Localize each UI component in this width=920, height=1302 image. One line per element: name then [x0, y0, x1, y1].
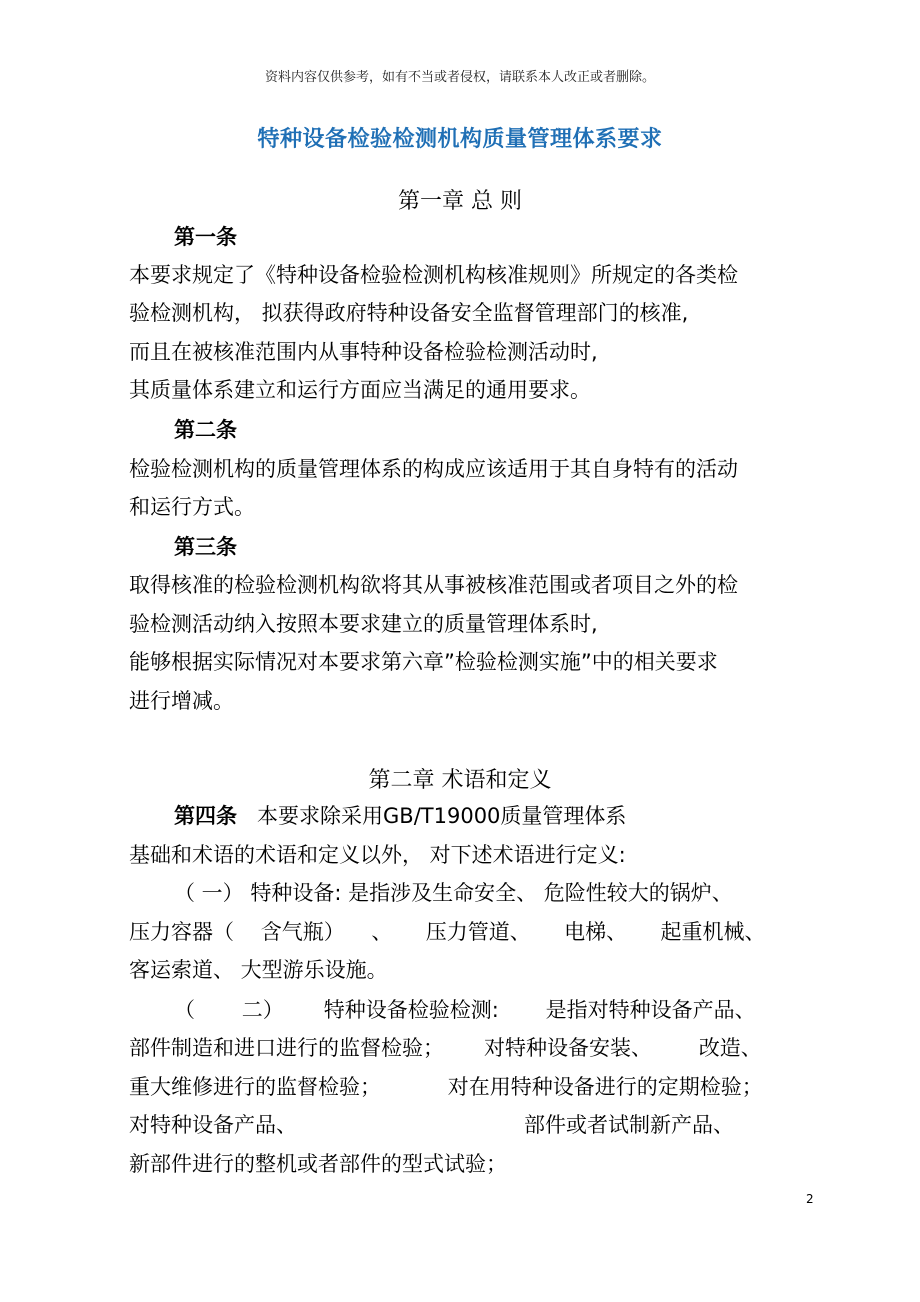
article-1-line: 本要求规定了《特种设备检验检测机构核准规则》所规定的各类检 — [129, 263, 738, 287]
article-3-line: 验检测活动纳入按照本要求建立的质量管理体系时, — [129, 612, 598, 636]
article-1-heading: 第一条 — [174, 225, 237, 249]
item-1-line: （ 一） 特种设备: 是指涉及生命安全、 危险性较大的锅炉、 — [174, 881, 733, 905]
item-2-line: 部件制造和进口进行的监督检验； 对特种设备安装、 改造、 — [129, 1036, 762, 1060]
article-4-first-line — [174, 801, 626, 831]
article-3-heading: 第三条 — [174, 535, 237, 559]
article-3-line: 能够根据实际情况对本要求第六章”检验检测实施”中的相关要求 — [129, 650, 718, 674]
document-title: 特种设备检验检测机构质量管理体系要求 — [257, 127, 663, 152]
item-2-line: 新部件进行的整机或者部件的型式试验； — [129, 1152, 507, 1176]
article-2-line: 和运行方式。 — [129, 495, 255, 519]
article-2-line: 检验检测机构的质量管理体系的构成应该适用于其自身特有的活动 — [129, 457, 738, 481]
article-4-line: 基础和术语的术语和定义以外， 对下述术语进行定义: — [129, 843, 626, 867]
item-2-line: 重大维修进行的监督检验； 对在用特种设备进行的定期检验； — [129, 1075, 763, 1099]
chapter-1-heading: 第一章 总 则 — [398, 189, 522, 214]
article-1-line: 而且在被核准范围内从事特种设备检验检测活动时, — [129, 340, 598, 364]
chapter-2-heading: 第二章 术语和定义 — [368, 768, 552, 793]
disclaimer-notice: 资料内容仅供参考，如有不当或者侵权，请联系本人改正或者删除。 — [264, 70, 655, 85]
item-1-line: 压力容器（ 含气瓶） 、 压力管道、 电梯、 起重机械、 — [129, 920, 766, 944]
article-1-line: 验检测机构， 拟获得政府特种设备安全监督管理部门的核准, — [129, 301, 689, 325]
article-1-line: 其质量体系建立和运行方面应当满足的通用要求。 — [129, 378, 591, 402]
item-1-line: 客运索道、 大型游乐设施。 — [129, 958, 388, 982]
item-2-line: （ 二） 特种设备检验检测: 是指对特种设备产品、 — [174, 998, 756, 1022]
article-4-text: 本要求除采用GB/T19000质量管理体系 — [237, 804, 627, 828]
article-2-heading: 第二条 — [174, 418, 237, 442]
page-number: 2 — [806, 1192, 814, 1206]
article-3-line: 进行增减。 — [129, 689, 234, 713]
article-3-line: 取得核准的检验检测机构欲将其从事被核准范围或者项目之外的检 — [129, 573, 738, 597]
item-2-line: 对特种设备产品、 部件或者试制新产品、 — [129, 1113, 734, 1137]
article-4-heading: 第四条 — [174, 804, 237, 828]
